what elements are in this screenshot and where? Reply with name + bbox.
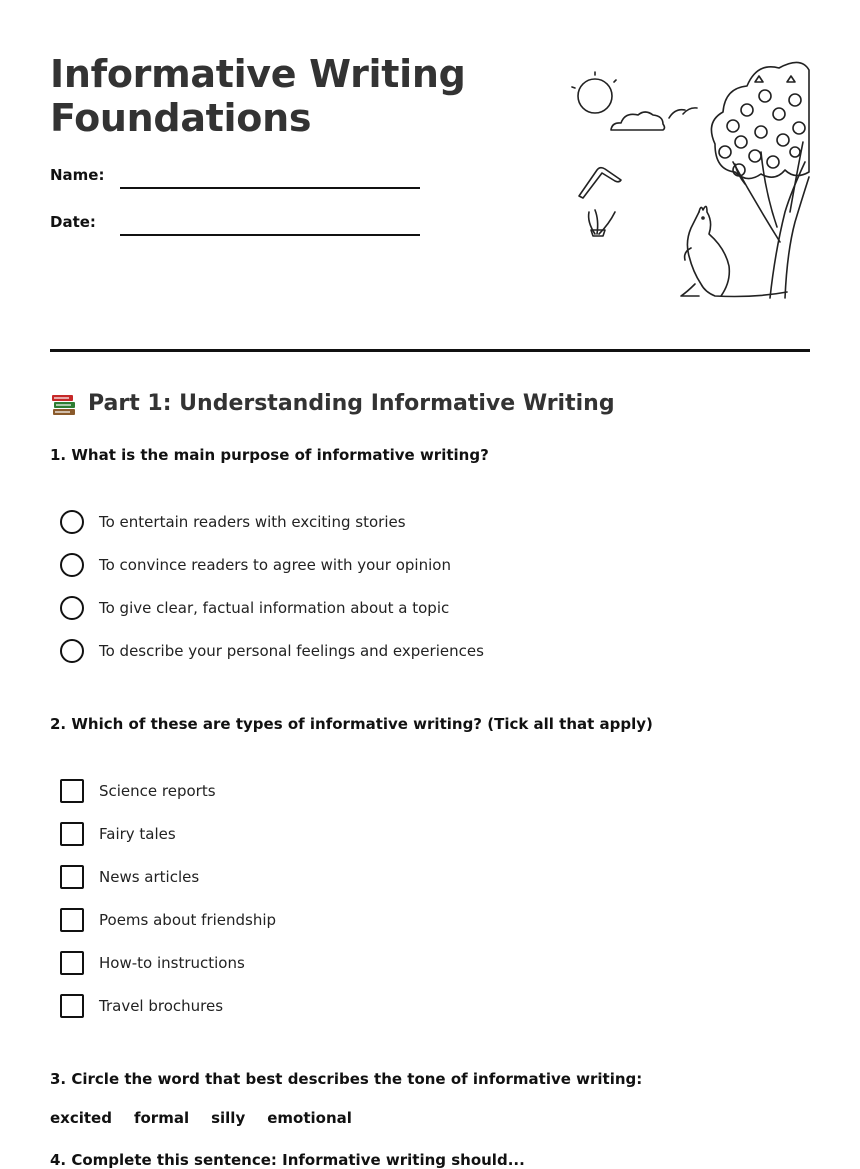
- q2-option-6[interactable]: [60, 993, 223, 1019]
- checkbox[interactable]: [60, 779, 84, 803]
- checkbox[interactable]: [60, 908, 84, 932]
- title-line-1: Informative Writing: [50, 52, 466, 96]
- boomerang-icon: [579, 168, 621, 198]
- q1-option-2[interactable]: [60, 552, 451, 578]
- q2-option-4[interactable]: [60, 907, 276, 933]
- option-label: Science reports: [99, 782, 216, 800]
- part1-title: Part 1: Understanding Informative Writing: [88, 391, 615, 416]
- question-4: 4. Complete this sentence: Informative writing should...: [50, 1151, 525, 1169]
- radio-button[interactable]: [60, 596, 84, 620]
- section-divider: [50, 349, 810, 352]
- option-label: To give clear, factual information about a topic: [99, 599, 450, 617]
- australian-scene-illustration: [565, 52, 813, 304]
- word-choice[interactable]: excited: [50, 1109, 112, 1127]
- q2-option-3[interactable]: [60, 864, 199, 890]
- date-label: Date:: [50, 213, 96, 231]
- part1-heading: [50, 388, 615, 420]
- q1-option-4[interactable]: [60, 638, 484, 664]
- q2-option-5[interactable]: [60, 950, 245, 976]
- radio-button[interactable]: [60, 510, 84, 534]
- question-2: 2. Which of these are types of informative writing? (Tick all that apply): [50, 715, 653, 733]
- tree-icon: [711, 62, 809, 298]
- option-label: Fairy tales: [99, 825, 176, 843]
- checkbox[interactable]: [60, 994, 84, 1018]
- radio-button[interactable]: [60, 639, 84, 663]
- option-label: News articles: [99, 868, 200, 886]
- sun-icon: [572, 72, 616, 113]
- plant-icon: [589, 210, 615, 236]
- option-label: To entertain readers with exciting stories: [99, 513, 406, 531]
- cloud-icon: [611, 112, 665, 130]
- option-label: To convince readers to agree with your opinion: [99, 556, 451, 574]
- question-3: 3. Circle the word that best describes the tone of informative writing:: [50, 1070, 643, 1088]
- word-choice[interactable]: silly: [211, 1109, 246, 1127]
- q2-option-1[interactable]: [60, 778, 216, 804]
- q2-option-2[interactable]: [60, 821, 176, 847]
- checkbox[interactable]: [60, 865, 84, 889]
- q1-option-3[interactable]: [60, 595, 449, 621]
- checkbox[interactable]: [60, 951, 84, 975]
- word-choice[interactable]: emotional: [267, 1109, 352, 1127]
- date-line[interactable]: [120, 234, 420, 236]
- radio-button[interactable]: [60, 553, 84, 577]
- circle-word-choices: [50, 1109, 374, 1127]
- q1-option-1[interactable]: [60, 509, 406, 535]
- name-line[interactable]: [120, 187, 420, 189]
- checkbox[interactable]: [60, 822, 84, 846]
- worksheet-title: [50, 52, 466, 140]
- option-label: To describe your personal feelings and experiences: [99, 642, 484, 660]
- option-label: How-to instructions: [99, 954, 245, 972]
- question-1: 1. What is the main purpose of informative writing?: [50, 446, 489, 464]
- title-line-2: Foundations: [50, 96, 312, 140]
- option-label: Travel brochures: [99, 997, 224, 1015]
- books-icon: [50, 390, 78, 418]
- name-label: Name:: [50, 166, 105, 184]
- word-choice[interactable]: formal: [133, 1109, 190, 1127]
- option-label: Poems about friendship: [99, 911, 277, 929]
